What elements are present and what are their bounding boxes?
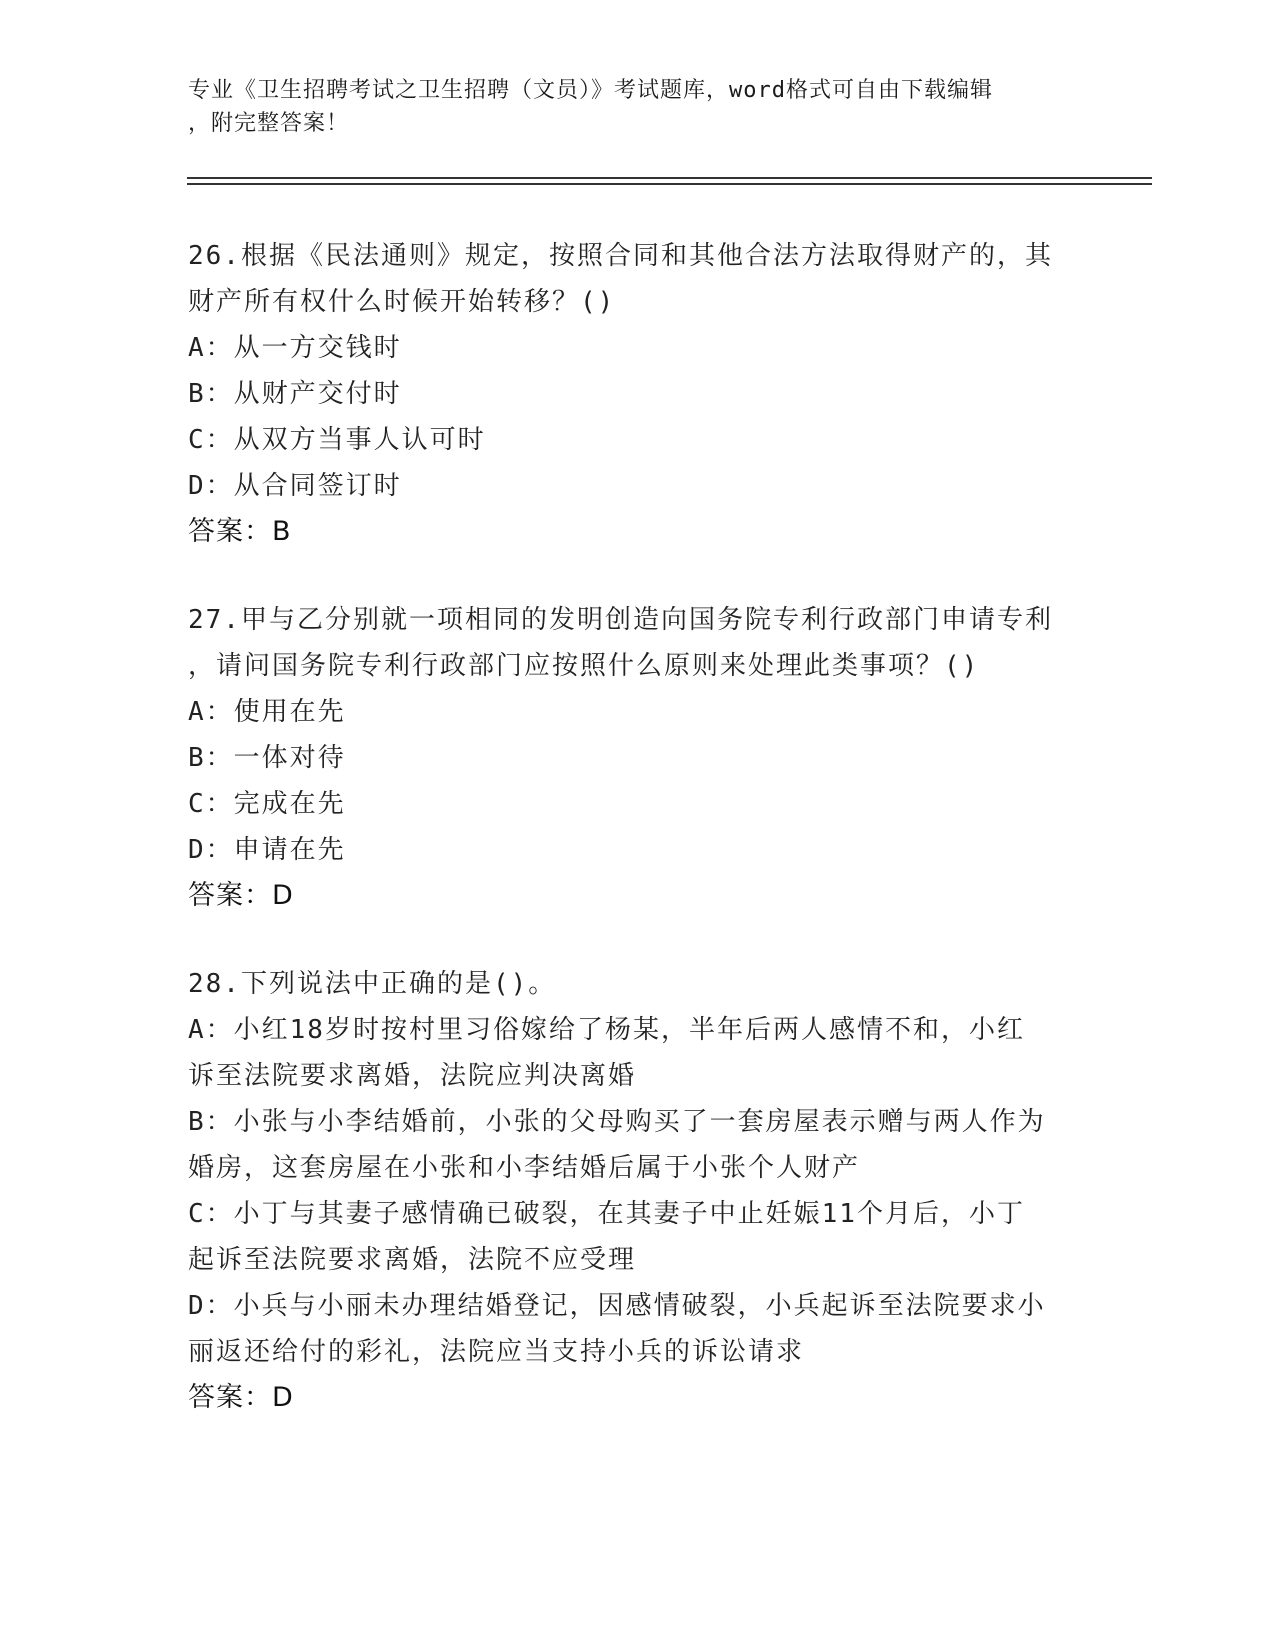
option-line: B：一体对待	[188, 743, 346, 773]
question-stem-line: 26.根据《民法通则》规定，按照合同和其他合法方法取得财产的，其	[188, 241, 1053, 271]
option-line: A：小红18岁时按村里习俗嫁给了杨某，半年后两人感情不和，小红	[188, 1015, 1025, 1045]
header-divider-bottom	[187, 183, 1152, 185]
document-header	[188, 74, 1068, 140]
option-a	[188, 689, 1088, 735]
question-27	[188, 597, 1088, 919]
option-line: D：申请在先	[188, 835, 346, 865]
option-c	[188, 781, 1088, 827]
option-line: 诉至法院要求离婚，法院应判决离婚	[188, 1061, 637, 1091]
question-28	[188, 961, 1088, 1421]
option-line: 丽返还给付的彩礼，法院应当支持小兵的诉讼请求	[188, 1337, 805, 1367]
question-stem-line: ，请问国务院专利行政部门应按照什么原则来处理此类事项？()	[188, 651, 980, 681]
option-line: C：小丁与其妻子感情确已破裂，在其妻子中止妊娠11个月后，小丁	[188, 1199, 1025, 1229]
option-b	[188, 735, 1088, 781]
answer-label: 答案：D	[188, 1382, 294, 1413]
option-line: A：从一方交钱时	[188, 333, 402, 363]
question-stem-line: 28.下列说法中正确的是()。	[188, 969, 557, 999]
option-line: D：从合同签订时	[188, 471, 402, 501]
option-line: C：从双方当事人认可时	[188, 425, 486, 455]
header-line-2: ，附完整答案！	[188, 111, 350, 136]
option-line: A：使用在先	[188, 697, 346, 727]
option-c	[188, 1191, 1088, 1283]
option-line: 起诉至法院要求离婚，法院不应受理	[188, 1245, 637, 1275]
answer-label: 答案：B	[188, 516, 292, 547]
option-a	[188, 325, 1088, 371]
option-d	[188, 463, 1088, 509]
option-line: B：小张与小李结婚前，小张的父母购买了一套房屋表示赠与两人作为	[188, 1107, 1046, 1137]
option-line: B：从财产交付时	[188, 379, 402, 409]
header-divider-top	[187, 177, 1152, 179]
question-26	[188, 233, 1088, 555]
option-line: C：完成在先	[188, 789, 346, 819]
answer-label: 答案：D	[188, 880, 294, 911]
question-stem-line: 财产所有权什么时候开始转移？()	[188, 287, 616, 317]
option-b	[188, 1099, 1088, 1191]
question-stem-line: 27.甲与乙分别就一项相同的发明创造向国务院专利行政部门申请专利	[188, 605, 1053, 635]
question-stem	[188, 597, 1088, 689]
option-line: D：小兵与小丽未办理结婚登记，因感情破裂，小兵起诉至法院要求小	[188, 1291, 1046, 1321]
option-a	[188, 1007, 1088, 1099]
option-d	[188, 1283, 1088, 1375]
option-d	[188, 827, 1088, 873]
question-stem	[188, 961, 1088, 1007]
option-line: 婚房，这套房屋在小张和小李结婚后属于小张个人财产	[188, 1153, 861, 1183]
question-stem	[188, 233, 1088, 325]
option-c	[188, 417, 1088, 463]
header-line-1: 专业《卫生招聘考试之卫生招聘（文员）》考试题库，word格式可自由下载编辑	[188, 78, 993, 103]
option-b	[188, 371, 1088, 417]
